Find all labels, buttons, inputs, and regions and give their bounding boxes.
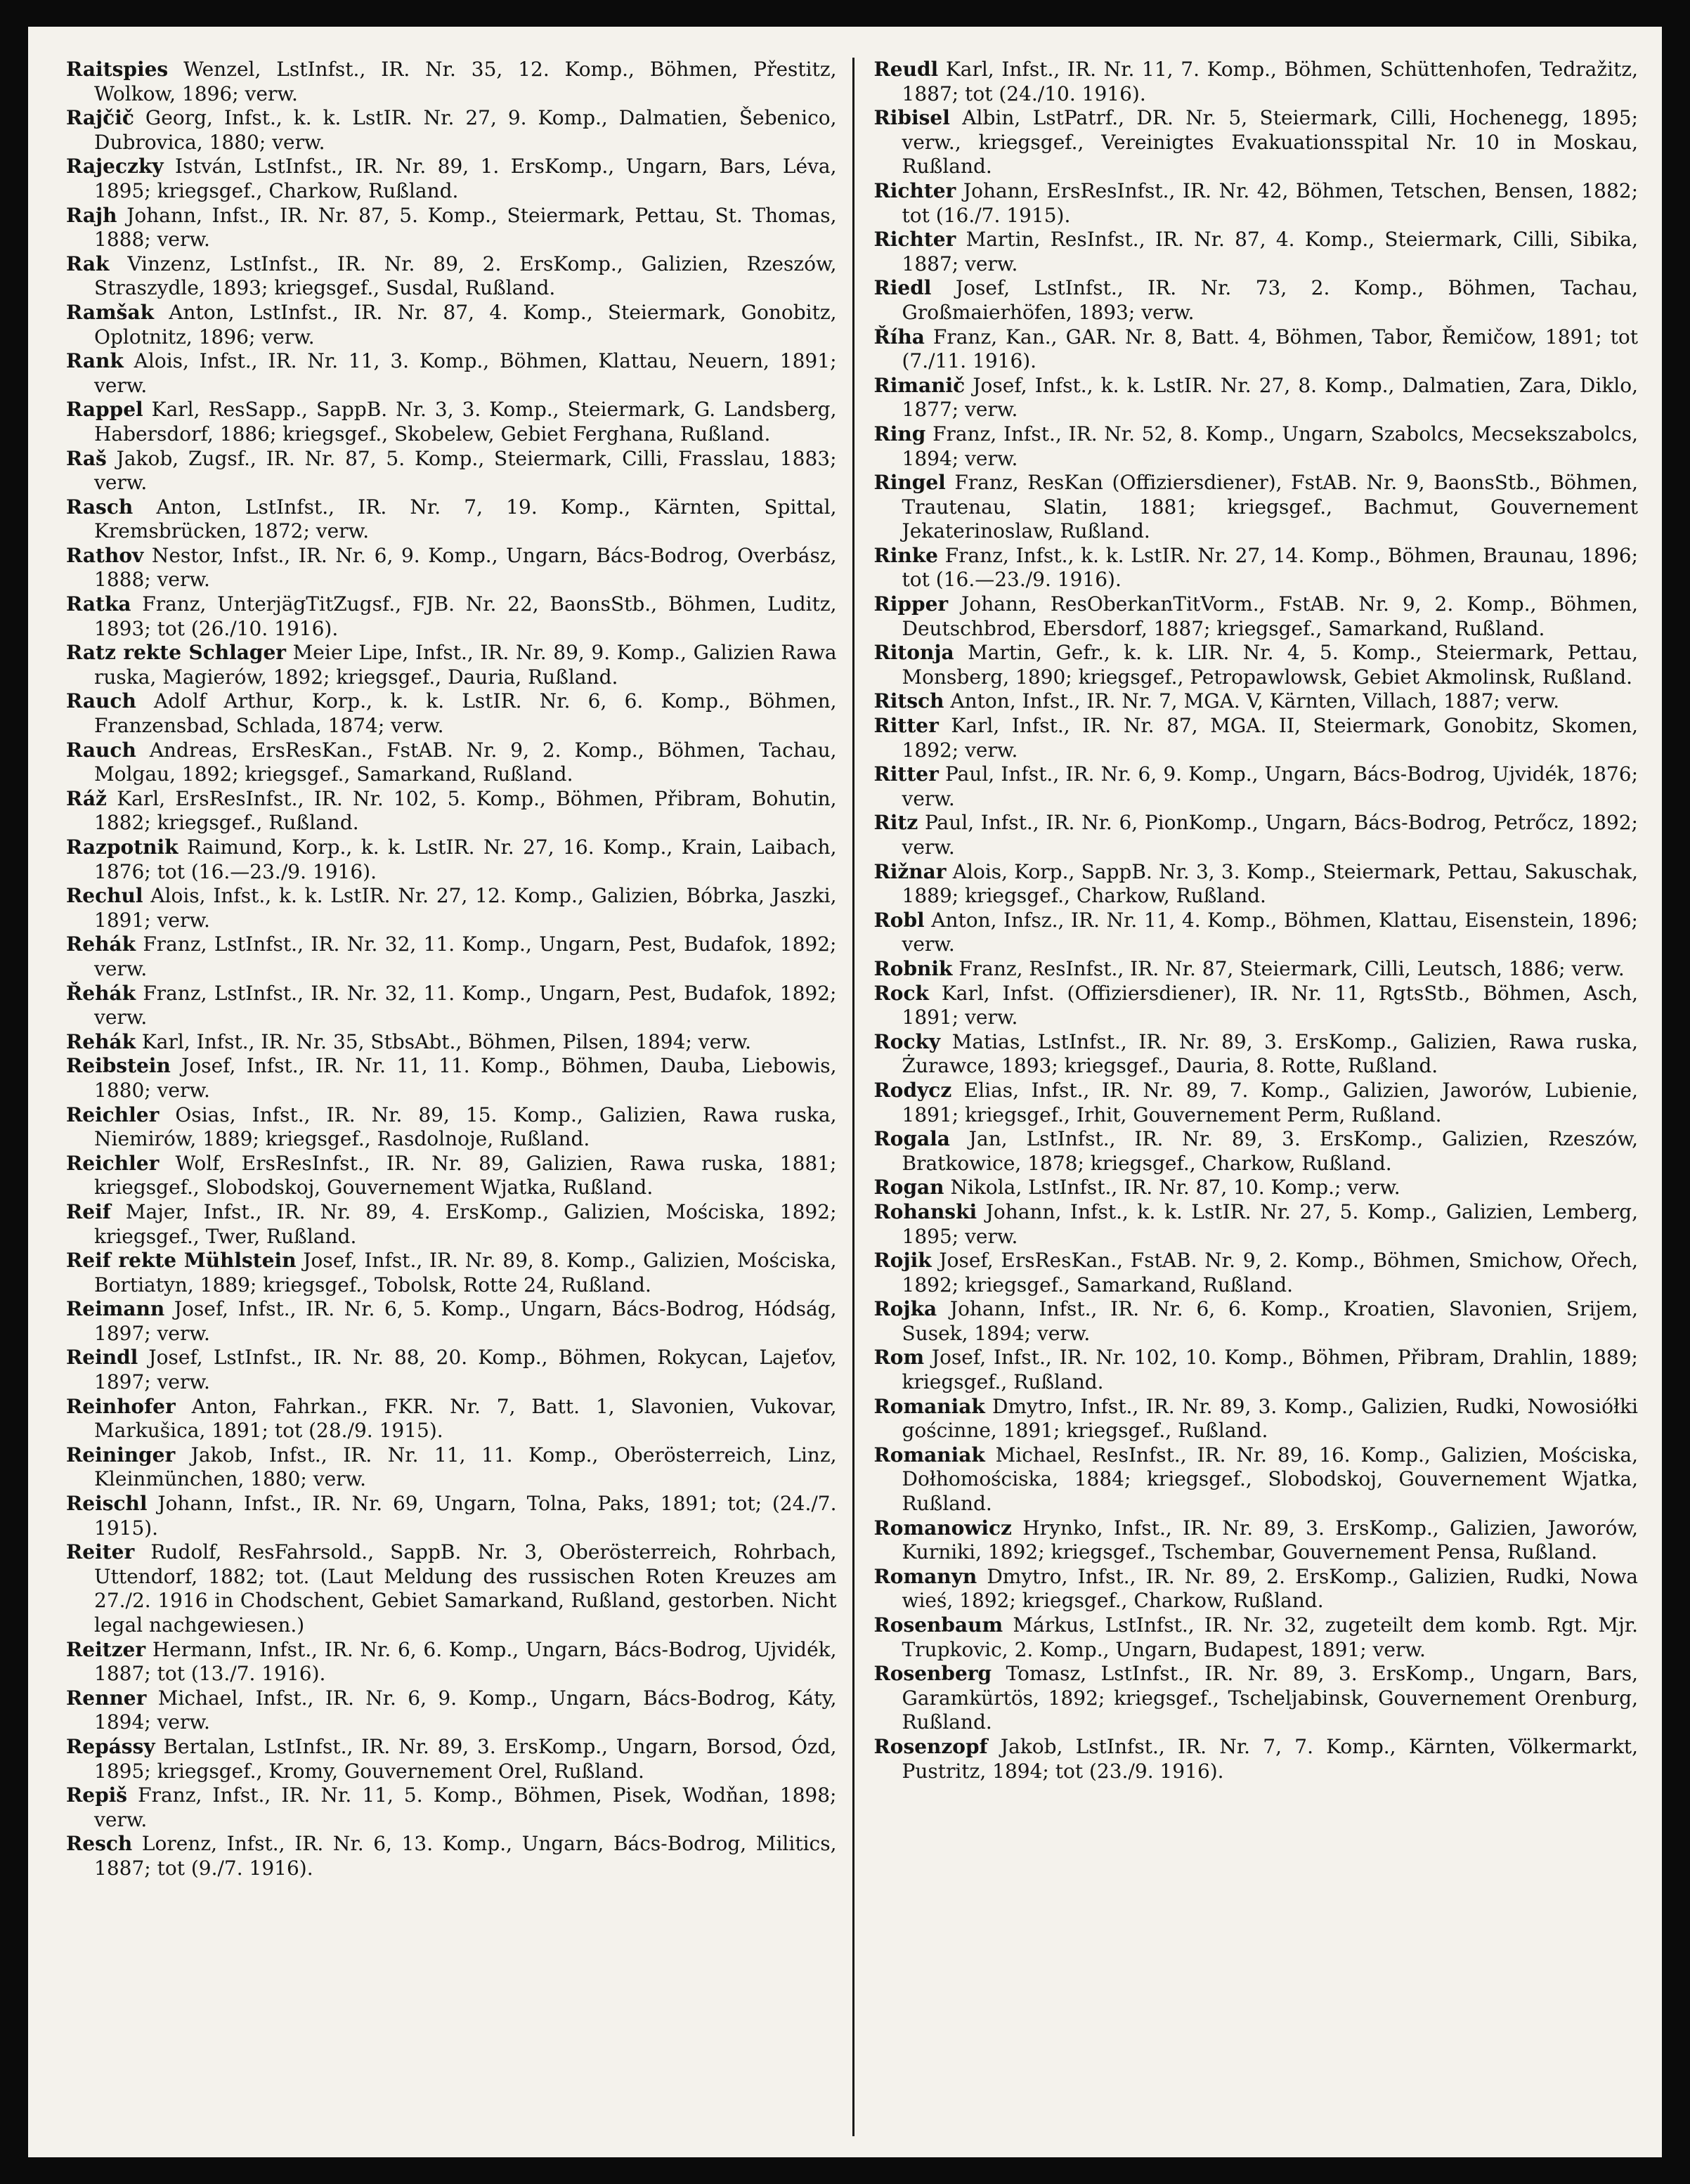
entry-surname: Rock bbox=[873, 981, 929, 1005]
register-entry bbox=[874, 325, 1639, 374]
register-entry bbox=[874, 1176, 1639, 1200]
entry-surname: Repiš bbox=[66, 1783, 128, 1807]
entry-details: Johann, Infst., IR. Nr. 69, Ungarn, Tolna, Paks, 1891; tot; (24./7. 1915). bbox=[94, 1492, 837, 1540]
register-entry bbox=[874, 1395, 1639, 1443]
register-entry bbox=[66, 1735, 837, 1783]
entry-surname: Riedl bbox=[873, 276, 932, 300]
register-entry bbox=[66, 1686, 837, 1735]
entry-surname: Ritter bbox=[873, 714, 939, 738]
entry-surname: Ramšak bbox=[66, 300, 154, 324]
entry-details: Andreas, ErsResKan., FstAB. Nr. 9, 2. Komp., Böhmen, Tachau, Molgau, 1892; kriegsgef., Samarkand, Rußland. bbox=[94, 738, 837, 786]
entry-surname: Reichler bbox=[66, 1151, 160, 1175]
register-entry bbox=[874, 811, 1639, 859]
register-entry bbox=[874, 374, 1639, 422]
entry-surname: Ratz rekte Schlager bbox=[66, 641, 287, 665]
register-entry bbox=[66, 592, 837, 641]
entry-details: Lorenz, Infst., IR. Nr. 6, 13. Komp., Ungarn, Bács-Bodrog, Militics, 1887; tot (9./7. 1916). bbox=[94, 1832, 837, 1880]
entry-details: Karl, ErsResInfst., IR. Nr. 102, 5. Komp., Böhmen, Přibram, Bohutin, 1882; kriegsgef., Rußland. bbox=[94, 786, 837, 835]
entry-details: Franz, LstInfst., IR. Nr. 32, 11. Komp., Ungarn, Pest, Budafok, 1892; verw. bbox=[94, 981, 837, 1029]
entry-surname: Robl bbox=[873, 908, 925, 932]
entry-surname: Raš bbox=[66, 446, 107, 470]
entry-surname: Rogala bbox=[873, 1127, 950, 1151]
register-entry bbox=[874, 276, 1639, 325]
entry-details: Franz, Infst., IR. Nr. 52, 8. Komp., Ungarn, Szabolcs, Mecsekszabolcs, 1894; verw. bbox=[902, 422, 1638, 470]
register-entry bbox=[874, 1516, 1639, 1565]
entry-details: Josef, Infst., IR. Nr. 102, 10. Komp., Böhmen, Přibram, Drahlin, 1889; kriegsgef., Rußland. bbox=[902, 1346, 1638, 1394]
entry-surname: Romanyn bbox=[873, 1564, 977, 1588]
register-entry bbox=[874, 1079, 1639, 1127]
entry-details: Matias, LstInfst., IR. Nr. 89, 3. ErsKomp., Galizien, Rawa ruska, Żurawce, 1893; kriegsgef., Dauria, 8. Rotte, Rußland. bbox=[902, 1029, 1638, 1078]
register-entry bbox=[66, 544, 837, 592]
entry-surname: Repássy bbox=[66, 1734, 155, 1758]
register-entry bbox=[874, 1443, 1639, 1516]
entry-details: Alois, Korp., SappB. Nr. 3, 3. Komp., Steiermark, Pettau, Sakuschak, 1889; kriegsgef., Charkow, Rußland. bbox=[902, 859, 1639, 908]
entry-details: Dmytro, Infst., IR. Nr. 89, 2. ErsKomp., Galizien, Rudki, Nowa wieś, 1892; kriegsgef., Charkow, Rußland. bbox=[902, 1564, 1638, 1613]
register-entry bbox=[66, 1249, 837, 1297]
entry-surname: Romaniak bbox=[873, 1443, 985, 1467]
register-entry bbox=[874, 689, 1639, 714]
entry-surname: Ritonja bbox=[873, 641, 954, 665]
entry-surname: Rehák bbox=[66, 932, 136, 956]
entry-details: Josef, LstInfst., IR. Nr. 73, 2. Komp., Böhmen, Tachau, Großmaierhöfen, 1893; verw. bbox=[902, 276, 1639, 324]
entry-surname: Reif rekte Mühlstein bbox=[66, 1249, 297, 1273]
entry-details: Franz, ResInfst., IR. Nr. 87, Steiermark, Cilli, Leutsch, 1886; verw. bbox=[958, 956, 1625, 980]
register-entry bbox=[874, 957, 1639, 982]
register-entry bbox=[874, 1249, 1639, 1297]
entry-details: Franz, UnterjägTitZugsf., FJB. Nr. 22, BaonsStb., Böhmen, Luditz, 1893; tot (26./10. 1916). bbox=[94, 592, 837, 640]
entry-details: Meier Lipe, Infst., IR. Nr. 89, 9. Komp., Galizien Rawa ruska, Magierów, 1892; kriegsgef., Dauria, Rußland. bbox=[94, 641, 837, 689]
register-entry bbox=[66, 1030, 837, 1055]
entry-surname: Rojik bbox=[873, 1249, 932, 1273]
entry-surname: Ráž bbox=[66, 786, 107, 810]
entry-surname: Rank bbox=[66, 349, 124, 373]
entry-details: Jakob, Zugsf., IR. Nr. 87, 5. Komp., Steiermark, Cilli, Frasslau, 1883; verw. bbox=[94, 446, 837, 495]
entry-details: Wenzel, LstInfst., IR. Nr. 35, 12. Komp., Böhmen, Přestitz, Wolkow, 1896; verw. bbox=[94, 58, 837, 105]
register-entry bbox=[874, 1662, 1639, 1735]
entry-details: Franz, ResKan (Offiziersdiener), FstAB. Nr. 9, BaonsStb., Böhmen, Trautenau, Slatin, 1881; kriegsgef., Bachmut, Gouvernement Jekaterinoslaw, Rußland. bbox=[902, 471, 1638, 543]
entry-details: Wolf, ErsResInfst., IR. Nr. 89, Galizien, Rawa ruska, 1881; kriegsgef., Slobodskoj, Gouvernement Wjatka, Rußland. bbox=[94, 1151, 837, 1200]
entry-details: Paul, Infst., IR. Nr. 6, 9. Komp., Ungarn, Bács-Bodrog, Ujvidék, 1876; verw. bbox=[902, 762, 1639, 810]
entry-details: Márkus, LstInfst., IR. Nr. 32, zugeteilt dem komb. Rgt. Mjr. Trupkovic, 2. Komp., Ungarn, Budapest, 1891; verw. bbox=[902, 1613, 1638, 1661]
register-entry bbox=[66, 495, 837, 544]
entry-surname: Reibstein bbox=[66, 1054, 171, 1078]
register-entry bbox=[66, 884, 837, 932]
entry-surname: Reudl bbox=[873, 58, 939, 81]
entry-details: Tomasz, LstInfst., IR. Nr. 89, 3. ErsKomp., Ungarn, Bars, Garamkürtös, 1892; kriegsgef., Tscheljabinsk, Gouvernement Orenburg, Rußland. bbox=[902, 1662, 1638, 1734]
entry-surname: Rojka bbox=[873, 1297, 937, 1321]
entry-surname: Richter bbox=[873, 178, 956, 202]
register-entry bbox=[874, 106, 1639, 179]
right-column bbox=[852, 58, 1639, 2136]
entry-surname: Ratka bbox=[66, 592, 131, 616]
entry-details: Nikola, LstInfst., IR. Nr. 87, 10. Komp.; verw. bbox=[950, 1176, 1400, 1200]
register-entry bbox=[66, 1152, 837, 1200]
entry-details: Franz, Kan., GAR. Nr. 8, Batt. 4, Böhmen, Tabor, Řemičow, 1891; tot (7./11. 1916). bbox=[902, 325, 1638, 373]
entry-surname: Ritsch bbox=[873, 689, 944, 713]
register-entry bbox=[874, 58, 1639, 106]
entry-surname: Ritter bbox=[873, 762, 939, 786]
entry-surname: Reinhofer bbox=[66, 1394, 176, 1418]
entry-surname: Rehák bbox=[66, 1029, 136, 1053]
entry-surname: Rajčič bbox=[66, 106, 134, 130]
register-entry bbox=[874, 909, 1639, 957]
entry-details: Franz, Infst., IR. Nr. 11, 5. Komp., Böhmen, Pisek, Wodňan, 1898; verw. bbox=[94, 1783, 837, 1831]
entry-details: Johann, ResOberkanTitVorm., FstAB. Nr. 9, 2. Komp., Böhmen, Deutschbrod, Ebersdorf, 1887; kriegsgef., Samarkand, Rußland. bbox=[902, 592, 1638, 640]
register-entry bbox=[66, 1443, 837, 1492]
entry-surname: Říha bbox=[873, 325, 925, 349]
entry-surname: Rechul bbox=[66, 884, 143, 908]
entry-details: Johann, ErsResInfst., IR. Nr. 42, Böhmen, Tetschen, Bensen, 1882; tot (16./7. 1915). bbox=[902, 178, 1639, 227]
entry-details: Majer, Infst., IR. Nr. 89, 4. ErsKomp., Galizien, Mościska, 1892; kriegsgef., Twer, Rußland. bbox=[94, 1200, 837, 1248]
entry-surname: Rom bbox=[873, 1346, 925, 1370]
entry-surname: Ringel bbox=[873, 471, 946, 495]
register-entry bbox=[874, 1200, 1639, 1249]
entry-surname: Rogan bbox=[873, 1176, 944, 1200]
register-entry bbox=[66, 447, 837, 495]
entry-details: Hrynko, Infst., IR. Nr. 89, 3. ErsKomp., Galizien, Jaworów, Kurniki, 1892; kriegsgef., Tschembar, Gouvernement Pensa, Rußland. bbox=[902, 1516, 1638, 1564]
entry-surname: Rajh bbox=[66, 203, 117, 227]
entry-details: Adolf Arthur, Korp., k. k. LstIR. Nr. 6, 6. Komp., Böhmen, Franzensbad, Schlada, 1874; verw. bbox=[94, 689, 837, 738]
register-entry bbox=[66, 398, 837, 446]
entry-surname: Rosenbaum bbox=[873, 1613, 1003, 1637]
register-entry bbox=[66, 58, 837, 106]
register-entry bbox=[66, 787, 837, 836]
entry-details: Dmytro, Infst., IR. Nr. 89, 3. Komp., Galizien, Rudki, Nowosiółki gościnne, 1891; kriegsgef., Rußland. bbox=[902, 1394, 1638, 1443]
entry-details: Franz, Infst., k. k. LstIR. Nr. 27, 14. Komp., Böhmen, Braunau, 1896; tot (16.—23./9. 1916). bbox=[902, 543, 1639, 592]
entry-details: Anton, Fahrkan., FKR. Nr. 7, Batt. 1, Slavonien, Vukovar, Markušica, 1891; tot (28./9. 1915). bbox=[94, 1394, 837, 1443]
entry-surname: Romaniak bbox=[873, 1394, 985, 1418]
entry-surname: Rimanič bbox=[873, 373, 966, 397]
entry-details: Raimund, Korp., k. k. LstIR. Nr. 27, 16. Komp., Krain, Laibach, 1876; tot (16.—23./9. 1916). bbox=[94, 836, 837, 883]
entry-surname: Reiter bbox=[66, 1540, 135, 1564]
entry-surname: Resch bbox=[66, 1832, 133, 1856]
entry-details: Osias, Infst., IR. Nr. 89, 15. Komp., Galizien, Rawa ruska, Niemirów, 1889; kriegsgef., Rasdolnoje, Rußland. bbox=[94, 1103, 837, 1151]
entry-details: Jakob, Infst., IR. Nr. 11, 11. Komp., Oberösterreich, Linz, Kleinmünchen, 1880; verw. bbox=[94, 1443, 837, 1491]
entry-surname: Rodycz bbox=[873, 1078, 952, 1102]
entry-details: Michael, ResInfst., IR. Nr. 89, 16. Komp., Galizien, Mościska, Dołhomościska, 1884; kriegsgef., Slobodskoj, Gouvernement Wjatka, Rußland. bbox=[902, 1443, 1638, 1516]
register-entry bbox=[874, 471, 1639, 544]
entry-details: Josef, ErsResKan., FstAB. Nr. 9, 2. Komp., Böhmen, Smichow, Ořech, 1892; kriegsgef., Samarkand, Rußland. bbox=[902, 1249, 1638, 1296]
register-entry bbox=[874, 228, 1639, 276]
register-entry bbox=[66, 1297, 837, 1346]
register-entry bbox=[874, 1127, 1639, 1176]
entry-details: Johann, Infst., IR. Nr. 87, 5. Komp., Steiermark, Pettau, St. Thomas, 1888; verw. bbox=[94, 203, 837, 252]
register-entry bbox=[66, 1200, 837, 1249]
entry-details: Nestor, Infst., IR. Nr. 6, 9. Komp., Ungarn, Bács-Bodrog, Overbász, 1888; verw. bbox=[94, 543, 837, 592]
register-entry bbox=[874, 1613, 1639, 1662]
register-entry bbox=[874, 1735, 1639, 1783]
entry-details: Josef, Infst., IR. Nr. 6, 5. Komp., Ungarn, Bács-Bodrog, Hódság, 1897; verw. bbox=[94, 1297, 837, 1345]
entry-details: Georg, Infst., k. k. LstIR. Nr. 27, 9. Komp., Dalmatien, Šebenico, Dubrovica, 1880; verw. bbox=[94, 106, 837, 154]
register-entry bbox=[874, 592, 1639, 641]
entry-surname: Rauch bbox=[66, 738, 136, 762]
entry-details: Alois, Infst., k. k. LstIR. Nr. 27, 12. Komp., Galizien, Bóbrka, Jaszki, 1891; verw. bbox=[94, 884, 837, 932]
register-entry bbox=[66, 1346, 837, 1394]
entry-details: Rudolf, ResFahrsold., SappB. Nr. 3, Oberösterreich, Rohrbach, Uttendorf, 1882; tot. (Laut Meldung des russischen Roten Kreuzes am 27./2. 1916 in Chodschent, Gebiet Samarkand, Rußland, gestorben. Nicht legal nachgewiesen.) bbox=[94, 1540, 837, 1637]
register-entry bbox=[66, 1832, 837, 1880]
entry-surname: Ring bbox=[873, 422, 926, 446]
entry-details: Anton, Infst., IR. Nr. 7, MGA. V, Kärnten, Villach, 1887; verw. bbox=[950, 689, 1560, 713]
entry-details: Karl, Infst., IR. Nr. 11, 7. Komp., Böhmen, Schüttenhofen, Tedražitz, 1887; tot (24./10. 1916). bbox=[902, 58, 1638, 105]
register-entry bbox=[66, 982, 837, 1030]
entry-details: Josef, Infst., IR. Nr. 11, 11. Komp., Böhmen, Dauba, Liebowis, 1880; verw. bbox=[94, 1054, 837, 1102]
entry-surname: Rasch bbox=[66, 495, 134, 519]
register-entry bbox=[66, 1540, 837, 1637]
entry-surname: Reindl bbox=[66, 1346, 138, 1370]
register-entry bbox=[66, 932, 837, 981]
entry-details: Josef, Infst., IR. Nr. 89, 8. Komp., Galizien, Mościska, Bortiatyn, 1889; kriegsgef., Tobolsk, Rotte 24, Rußland. bbox=[94, 1249, 837, 1296]
entry-details: Karl, Infst., IR. Nr. 35, StbsAbt., Böhmen, Pilsen, 1894; verw. bbox=[141, 1029, 752, 1053]
entry-details: Jakob, LstInfst., IR. Nr. 7, 7. Komp., Kärnten, Völkermarkt, Pustritz, 1894; tot (23./9. 1916). bbox=[902, 1734, 1638, 1783]
entry-surname: Reischl bbox=[66, 1492, 148, 1516]
register-entry bbox=[874, 762, 1639, 811]
entry-details: Elias, Infst., IR. Nr. 89, 7. Komp., Galizien, Jaworów, Lubienie, 1891; kriegsgef., Irhit, Gouvernement Perm, Rußland. bbox=[902, 1078, 1639, 1126]
entry-surname: Rajeczky bbox=[66, 155, 164, 178]
entry-surname: Romanowicz bbox=[873, 1516, 1012, 1540]
entry-details: Johann, Infst., IR. Nr. 6, 6. Komp., Kroatien, Slavonien, Srijem, Susek, 1894; verw. bbox=[902, 1297, 1638, 1345]
entry-details: Karl, Infst. (Offiziersdiener), IR. Nr. 11, RgtsStb., Böhmen, Asch, 1891; verw. bbox=[902, 981, 1638, 1029]
entry-surname: Rosenberg bbox=[873, 1662, 992, 1686]
register-entry bbox=[874, 1030, 1639, 1079]
entry-details: Johann, Infst., k. k. LstIR. Nr. 27, 5. Komp., Galizien, Lemberg, 1895; verw. bbox=[902, 1200, 1638, 1248]
register-entry bbox=[874, 1297, 1639, 1346]
register-entry bbox=[874, 179, 1639, 228]
entry-details: Vinzenz, LstInfst., IR. Nr. 89, 2. ErsKomp., Galizien, Rzeszów, Straszydle, 1893; kriegsgef., Susdal, Rußland. bbox=[94, 252, 837, 300]
entry-surname: Ribisel bbox=[873, 106, 950, 130]
entry-surname: Richter bbox=[873, 228, 956, 252]
register-entry bbox=[66, 155, 837, 203]
entry-surname: Renner bbox=[66, 1686, 147, 1710]
register-entry bbox=[874, 860, 1639, 909]
register-entry bbox=[874, 1565, 1639, 1613]
left-column bbox=[66, 58, 852, 2136]
entry-details: István, LstInfst., IR. Nr. 89, 1. ErsKomp., Ungarn, Bars, Léva, 1895; kriegsgef., Charkow, Rußland. bbox=[94, 155, 837, 202]
register-entry bbox=[874, 641, 1639, 689]
entry-details: Franz, LstInfst., IR. Nr. 32, 11. Komp., Ungarn, Pest, Budafok, 1892; verw. bbox=[94, 932, 837, 980]
register-entry bbox=[874, 982, 1639, 1030]
entry-surname: Ripper bbox=[873, 592, 949, 616]
register-entry bbox=[874, 714, 1639, 762]
register-entry bbox=[66, 106, 837, 155]
entry-surname: Reitzer bbox=[66, 1637, 146, 1661]
entry-surname: Razpotnik bbox=[66, 836, 178, 859]
entry-surname: Rosenzopf bbox=[873, 1734, 988, 1758]
entry-details: Jan, LstInfst., IR. Nr. 89, 3. ErsKomp., Galizien, Rzeszów, Bratkowice, 1878; kriegsgef., Charkow, Rußland. bbox=[902, 1127, 1639, 1175]
entry-details: Martin, Gefr., k. k. LIR. Nr. 4, 5. Komp., Steiermark, Pettau, Monsberg, 1890; kriegsgef., Petropawlowsk, Gebiet Akmolinsk, Rußland. bbox=[902, 641, 1638, 689]
entry-details: Albin, LstPatrf., DR. Nr. 5, Steiermark, Cilli, Hochenegg, 1895; verw., kriegsgef., Vereinigtes Evakuationsspital Nr. 10 in Moskau, Rußland. bbox=[902, 106, 1639, 178]
entry-surname: Rak bbox=[66, 252, 110, 275]
register-entry bbox=[66, 301, 837, 349]
entry-details: Anton, LstInfst., IR. Nr. 87, 4. Komp., Steiermark, Gonobitz, Oplotnitz, 1896; verw. bbox=[94, 300, 837, 349]
register-entry bbox=[66, 349, 837, 398]
register-entry bbox=[874, 1346, 1639, 1394]
register-entry bbox=[66, 252, 837, 301]
register-entry bbox=[66, 1054, 837, 1103]
register-entry bbox=[66, 739, 837, 787]
register-entry bbox=[66, 204, 837, 252]
register-entry bbox=[66, 1492, 837, 1540]
entry-details: Anton, LstInfst., IR. Nr. 7, 19. Komp., Kärnten, Spittal, Kremsbrücken, 1872; verw. bbox=[94, 495, 837, 543]
entry-details: Karl, Infst., IR. Nr. 87, MGA. II, Steiermark, Gonobitz, Skomen, 1892; verw. bbox=[902, 714, 1638, 762]
register-entry bbox=[66, 1395, 837, 1443]
document-page bbox=[28, 27, 1662, 2157]
entry-surname: Reichler bbox=[66, 1103, 160, 1126]
entry-details: Josef, LstInfst., IR. Nr. 88, 20. Komp., Böhmen, Rokycan, Lajeťov, 1897; verw. bbox=[94, 1346, 837, 1394]
entry-surname: Rižnar bbox=[873, 859, 947, 883]
register-entry bbox=[874, 544, 1639, 592]
entry-details: Martin, ResInfst., IR. Nr. 87, 4. Komp., Steiermark, Cilli, Sibika, 1887; verw. bbox=[902, 228, 1638, 275]
entry-details: Anton, Infsz., IR. Nr. 11, 4. Komp., Böhmen, Klattau, Eisenstein, 1896; verw. bbox=[902, 908, 1638, 956]
entry-surname: Reif bbox=[66, 1200, 111, 1223]
entry-surname: Robnik bbox=[873, 956, 953, 980]
register-entry bbox=[66, 689, 837, 738]
entry-details: Hermann, Infst., IR. Nr. 6, 6. Komp., Ungarn, Bács-Bodrog, Ujvidék, 1887; tot (13./7. 1916). bbox=[94, 1637, 837, 1686]
entry-surname: Rathov bbox=[66, 543, 144, 567]
entry-surname: Rinke bbox=[873, 543, 938, 567]
entry-surname: Rappel bbox=[66, 398, 143, 422]
register-entry bbox=[66, 836, 837, 884]
entry-surname: Reimann bbox=[66, 1297, 165, 1321]
entry-surname: Reininger bbox=[66, 1443, 176, 1467]
entry-details: Alois, Infst., IR. Nr. 11, 3. Komp., Böhmen, Klattau, Neuern, 1891; verw. bbox=[94, 349, 837, 397]
entry-details: Karl, ResSapp., SappB. Nr. 3, 3. Komp., Steiermark, G. Landsberg, Habersdorf, 1886; kriegsgef., Skobelew, Gebiet Ferghana, Rußland. bbox=[94, 398, 837, 446]
entry-surname: Raitspies bbox=[66, 58, 169, 81]
entry-surname: Rocky bbox=[873, 1029, 941, 1053]
entry-surname: Rohanski bbox=[873, 1200, 977, 1223]
entry-surname: Rauch bbox=[66, 689, 136, 713]
two-column-layout bbox=[66, 58, 1638, 2136]
entry-details: Paul, Infst., IR. Nr. 6, PionKomp., Ungarn, Bács-Bodrog, Petrőcz, 1892; verw. bbox=[902, 811, 1638, 859]
register-entry bbox=[66, 641, 837, 689]
entry-details: Michael, Infst., IR. Nr. 6, 9. Komp., Ungarn, Bács-Bodrog, Káty, 1894; verw. bbox=[94, 1686, 837, 1734]
entry-details: Josef, Infst., k. k. LstIR. Nr. 27, 8. Komp., Dalmatien, Zara, Diklo, 1877; verw. bbox=[902, 373, 1638, 422]
entry-details: Bertalan, LstInfst., IR. Nr. 89, 3. ErsKomp., Ungarn, Borsod, Ózd, 1895; kriegsgef., Kromy, Gouvernement Orel, Rußland. bbox=[94, 1734, 837, 1783]
register-entry bbox=[874, 422, 1639, 471]
register-entry bbox=[66, 1783, 837, 1832]
register-entry bbox=[66, 1103, 837, 1152]
register-entry bbox=[66, 1638, 837, 1686]
entry-surname: Řehák bbox=[66, 981, 136, 1005]
entry-surname: Ritz bbox=[873, 811, 918, 835]
